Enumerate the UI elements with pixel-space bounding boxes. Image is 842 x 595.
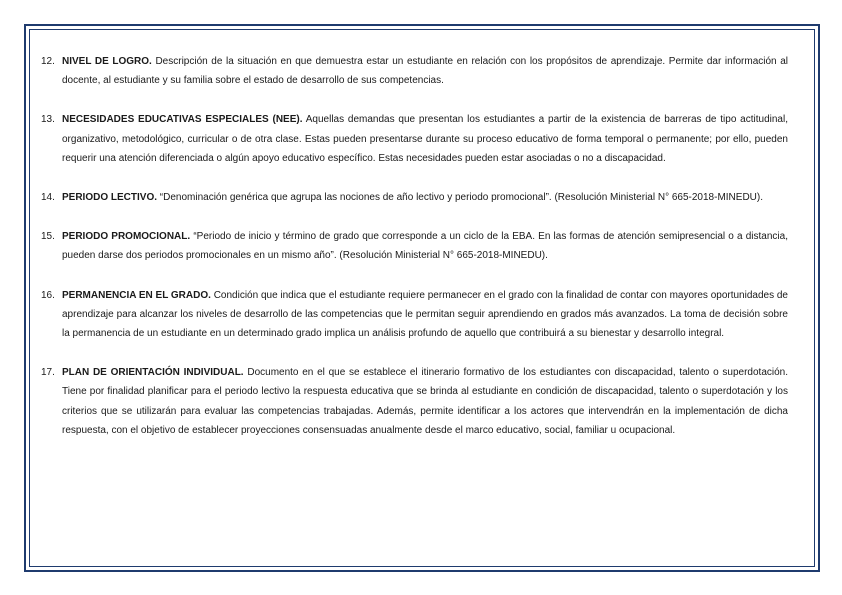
entry-number: 15.: [41, 231, 55, 243]
glossary-entry-nivel-de-logro: [41, 52, 788, 90]
glossary-list: [41, 52, 788, 460]
glossary-entry-periodo-promocional: [41, 227, 788, 265]
glossary-entry-permanencia: [41, 286, 788, 344]
entry-number: 13.: [41, 114, 55, 126]
entry-definition: Documento en el que se establece el itinerario formativo de los estudiantes con discapacidad, talento o superdotación. Tiene por finalidad planificar para el periodo lectivo la respuesta educativa que se brinda al estudiante en condición de discapacidad, talento o superdotación y los criterios que se utilizarán para evaluar las competencias trabajadas. Además, permite identificar a los actores que intervendrán en la implementación de dicha respuesta, con el objetivo de establecer proyecciones consensuadas anualmente desde el marco educativo, social, familiar u ocupacional.: [62, 367, 789, 436]
glossary-entry-plan-orientacion: [41, 363, 788, 440]
entry-term: NECESIDADES EDUCATIVAS ESPECIALES (NEE).: [62, 114, 303, 126]
entry-definition: Descripción de la situación en que demuestra estar un estudiante en relación con los propósitos de aprendizaje. Permite dar información al docente, al estudiante y su familia sobre el estado de desarrollo de sus competencias.: [62, 56, 788, 87]
entry-term: PLAN DE ORIENTACIÓN INDIVIDUAL.: [62, 367, 244, 379]
entry-term: PERIODO PROMOCIONAL.: [62, 231, 191, 243]
entry-term: PERIODO LECTIVO.: [62, 192, 158, 204]
entry-number: 17.: [41, 367, 55, 379]
glossary-entry-periodo-lectivo: [41, 188, 788, 207]
entry-number: 16.: [41, 289, 55, 301]
entry-definition: Aquellas demandas que presentan los estudiantes a partir de la existencia de barreras de tipo actitudinal, organizativo, metodológico, curricular o de otra clase. Estas pueden presentarse durante su proceso educativo de forma temporal o permanente; por ello, pueden requerir una atención diferenciada o algún apoyo educativo específico. Estas necesidades pueden estar asociadas o no a discapacidad.: [62, 114, 788, 164]
entry-definition: Condición que indica que el estudiante requiere permanecer en el grado con la finalidad de contar con mayores oportunidades de aprendizaje para alcanzar los niveles de desarrollo de las competencias que le permitan seguir aprendiendo en grados más avanzados. La toma de decisión sobre la permanencia de un estudiante en un determinado grado implica un análisis profundo de aquello que contribuirá a su bienestar y desarrollo integral.: [62, 289, 788, 340]
entry-number: 14.: [41, 192, 55, 204]
glossary-entry-nee: [41, 110, 788, 168]
entry-definition: “Periodo de inicio y término de grado que corresponde a un ciclo de la EBA. En las formas de atención semipresencial o a distancia, pueden darse dos periodos promocionales en un mismo año”. (Resolución Ministerial N° 665-2018-MINEDU).: [62, 231, 788, 262]
entry-definition: “Denominación genérica que agrupa las nociones de año lectivo y periodo promocional”. (Resolución Ministerial N° 665-2018-MINEDU).: [159, 192, 763, 204]
entry-term: NIVEL DE LOGRO.: [62, 56, 152, 67]
entry-number: 12.: [41, 56, 55, 67]
entry-term: PERMANENCIA EN EL GRADO.: [62, 289, 211, 301]
